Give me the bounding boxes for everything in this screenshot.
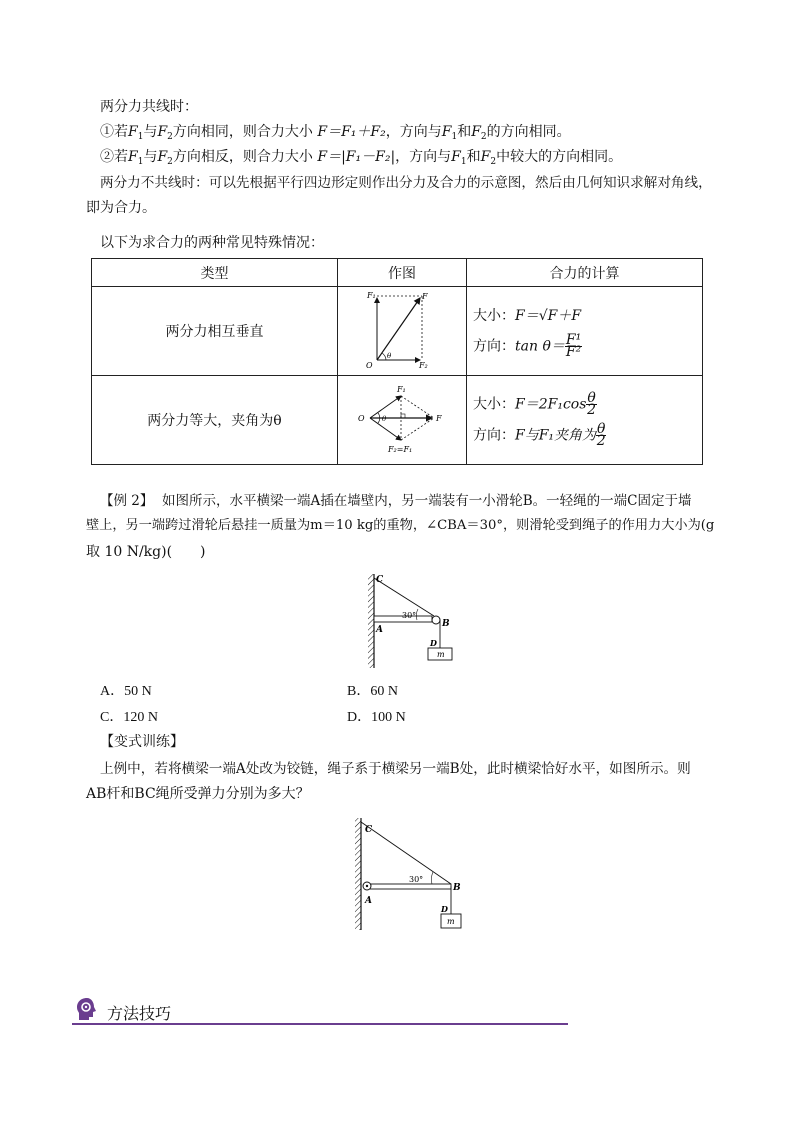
option-b[interactable]: B．60 N	[347, 684, 398, 699]
svg-text:C: C	[365, 825, 373, 835]
svg-text:O: O	[366, 361, 373, 370]
row1-dir-label: 方向：	[473, 338, 515, 354]
case1-text: ①若$F_1$与$F_2$方向相同，则合力大小 F＝F₁＋F₂，方向与$F_1$和$F_2$的方向相同。	[100, 124, 571, 142]
row2-dir-fraction: $\frac{\theta}{2}$	[596, 421, 606, 449]
svg-text:B: B	[453, 883, 461, 893]
table-intro: 以下为求合力的两种常见特殊情况：	[100, 235, 324, 251]
variant-line2: AB杆和BC绳所受弹力分别为多大？	[86, 786, 310, 802]
svg-text:F: F	[436, 414, 442, 423]
section-title: 方法技巧	[107, 1004, 172, 1023]
option-c[interactable]: C．120 N	[100, 710, 158, 725]
variant-label: 【变式训练】	[100, 734, 184, 750]
svg-text:O: O	[358, 414, 365, 423]
row2-type: 两分力等大，夹角为θ	[92, 376, 338, 465]
svg-text:F₁: F₁	[367, 291, 376, 300]
svg-text:B: B	[442, 619, 450, 629]
svg-text:A: A	[376, 625, 383, 635]
row2-dir-label: 方向：	[473, 427, 515, 444]
row1-fraction: $\frac{\text{F¹}}{\text{F²}}$	[565, 331, 582, 360]
svg-text:D: D	[430, 638, 437, 648]
case2-text: ②若$F_1$与$F_2$方向相反，则合力大小 F＝|F₁－F₂|，方向与$F_1$和$F_2$中较大的方向相同。	[100, 149, 623, 167]
svg-text:A: A	[365, 896, 372, 906]
resultant-force-table	[91, 258, 703, 465]
row1-diagram	[338, 287, 467, 376]
row2-size-formula: F＝2F₁cos	[515, 396, 587, 413]
svg-text:D: D	[441, 904, 448, 914]
option-a[interactable]: A．50 N	[100, 684, 152, 699]
head-gear-icon	[74, 996, 100, 1022]
svg-text:F₂=F₁: F₂=F₁	[388, 445, 413, 454]
svg-text:m: m	[447, 917, 455, 926]
svg-text:30°: 30°	[402, 611, 417, 620]
example-line3: 取 10 N/kg)( )	[86, 544, 206, 560]
section-divider	[72, 1023, 568, 1025]
perpendicular-forces-diagram	[362, 288, 442, 370]
row1-size-formula: F＝√F＋F	[515, 307, 582, 324]
svg-text:30°: 30°	[409, 875, 424, 884]
row1-size-label: 大小：	[473, 307, 515, 324]
header-type: 类型	[92, 259, 338, 287]
row2-size-fraction: $\frac{\theta}{2}$	[587, 390, 597, 418]
example-line2: 壁上，另一端跨过滑轮后悬挂一质量为m＝10 kg的重物，∠CBA＝30°，则滑轮受到绳子的作用力大小为(g	[86, 518, 715, 533]
row2-size-label: 大小：	[473, 396, 515, 413]
row2-dir-formula: F与F₁夹角为	[515, 427, 597, 444]
noncollinear-line2: 即为合力。	[86, 200, 156, 216]
hinge-figure	[345, 814, 465, 934]
svg-text:F: F	[422, 292, 428, 301]
example-label: 【例 2】	[100, 493, 154, 509]
svg-text:F₁: F₁	[397, 385, 406, 394]
option-d[interactable]: D．100 N	[347, 710, 406, 725]
svg-text:θ: θ	[387, 352, 392, 360]
svg-text:θ: θ	[382, 415, 387, 423]
row2-diagram	[338, 376, 467, 465]
equal-forces-diagram	[356, 380, 448, 456]
pulley-figure	[360, 570, 460, 670]
row1-calc	[467, 287, 703, 376]
collinear-title: 两分力共线时：	[100, 99, 198, 115]
row2-calc	[467, 376, 703, 465]
row1-dir-formula: tan θ＝	[515, 338, 565, 354]
svg-text:C: C	[376, 575, 384, 585]
svg-text:m: m	[437, 650, 445, 659]
header-diagram: 作图	[338, 259, 467, 287]
noncollinear-line1: 两分力不共线时：可以先根据平行四边形定则作出分力及合力的示意图，然后由几何知识求解对角线，	[100, 175, 712, 191]
svg-text:F₂: F₂	[419, 361, 428, 370]
variant-line1: 上例中，若将横梁一端A处改为铰链，绳子系于横梁另一端B处，此时横梁恰好水平，如图所示。则	[100, 761, 691, 777]
example-line1: 【例 2】 如图所示，水平横梁一端A插在墙壁内，另一端装有一小滑轮B。一轻绳的一端C固定于墙	[100, 493, 692, 509]
row1-type: 两分力相互垂直	[92, 287, 338, 376]
header-calc: 合力的计算	[467, 259, 703, 287]
